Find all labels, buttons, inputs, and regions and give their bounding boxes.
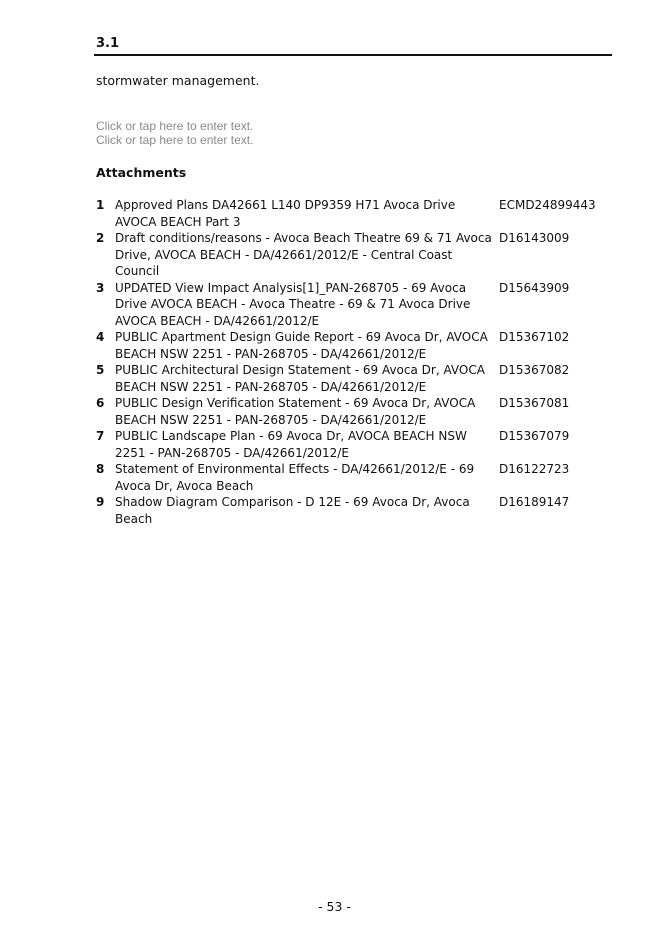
attachment-reference: D15367079 xyxy=(499,429,570,443)
attachment-number: 6 xyxy=(96,396,105,410)
attachment-row xyxy=(96,230,616,280)
attachment-title: Shadow Diagram Comparison - D 12E - 69 Avoca Dr, Avoca Beach xyxy=(115,495,470,526)
attachment-number: 1 xyxy=(96,198,105,212)
attachment-title: PUBLIC Landscape Plan - 69 Avoca Dr, AVOCA BEACH NSW 2251 - PAN-268705 - DA/42661/2012/E xyxy=(115,429,467,460)
attachment-reference: ECMD24899443 xyxy=(499,198,596,212)
attachment-number: 3 xyxy=(96,280,105,295)
attachment-title: PUBLIC Architectural Design Statement - 69 Avoca Dr, AVOCA BEACH NSW 2251 - PAN-268705 - DA/42661/2012/E xyxy=(115,363,485,394)
attachment-row xyxy=(96,461,616,494)
attachment-title: Statement of Environmental Effects - DA/42661/2012/E - 69 Avoca Dr, Avoca Beach xyxy=(115,462,475,493)
attachment-number: 5 xyxy=(96,363,105,377)
placeholder-text[interactable]: Click or tap here to enter text. xyxy=(96,119,254,133)
attachment-title: UPDATED View Impact Analysis[1]_PAN-268705 - 69 Avoca Drive AVOCA BEACH - Avoca Theatre - 69 & 71 Avoca Drive AVOCA BEACH - DA/42661/2012/E xyxy=(115,280,471,328)
header-rule xyxy=(94,54,612,56)
attachments-heading: Attachments xyxy=(96,165,187,180)
attachment-row xyxy=(96,362,616,395)
attachment-title: Approved Plans DA42661 L140 DP9359 H71 Avoca Drive AVOCA BEACH Part 3 xyxy=(115,198,456,229)
attachment-number: 4 xyxy=(96,330,105,344)
attachment-number: 8 xyxy=(96,462,105,476)
page-number: - 53 - xyxy=(318,899,351,914)
attachment-reference: D15367102 xyxy=(499,330,570,344)
attachment-number: 2 xyxy=(96,231,105,245)
attachment-row xyxy=(96,428,616,461)
attachment-row xyxy=(96,280,616,330)
attachment-number: 9 xyxy=(96,495,105,509)
attachment-reference: D15367081 xyxy=(499,396,570,410)
attachment-number: 7 xyxy=(96,429,105,443)
attachment-title: PUBLIC Apartment Design Guide Report - 69 Avoca Dr, AVOCA BEACH NSW 2251 - PAN-268705 - DA/42661/2012/E xyxy=(115,330,488,361)
intro-text: stormwater management. xyxy=(96,73,260,88)
attachment-reference: D16122723 xyxy=(499,462,570,476)
attachment-row xyxy=(96,329,616,362)
attachment-reference: D15643909 xyxy=(499,280,570,295)
attachment-reference: D16189147 xyxy=(499,495,570,509)
attachment-title: Draft conditions/reasons - Avoca Beach Theatre 69 & 71 Avoca Drive, AVOCA BEACH - DA/42661/2012/E - Central Coast Council xyxy=(115,231,492,278)
section-number: 3.1 xyxy=(96,36,120,51)
attachment-row xyxy=(96,197,616,230)
attachment-title: PUBLIC Design Verification Statement - 69 Avoca Dr, AVOCA BEACH NSW 2251 - PAN-268705 - DA/42661/2012/E xyxy=(115,396,476,427)
attachment-row xyxy=(96,494,616,527)
attachment-reference: D15367082 xyxy=(499,363,570,377)
attachment-reference: D16143009 xyxy=(499,231,570,245)
placeholder-text[interactable]: Click or tap here to enter text. xyxy=(96,133,254,147)
attachment-row xyxy=(96,395,616,428)
attachments-list xyxy=(96,197,616,527)
